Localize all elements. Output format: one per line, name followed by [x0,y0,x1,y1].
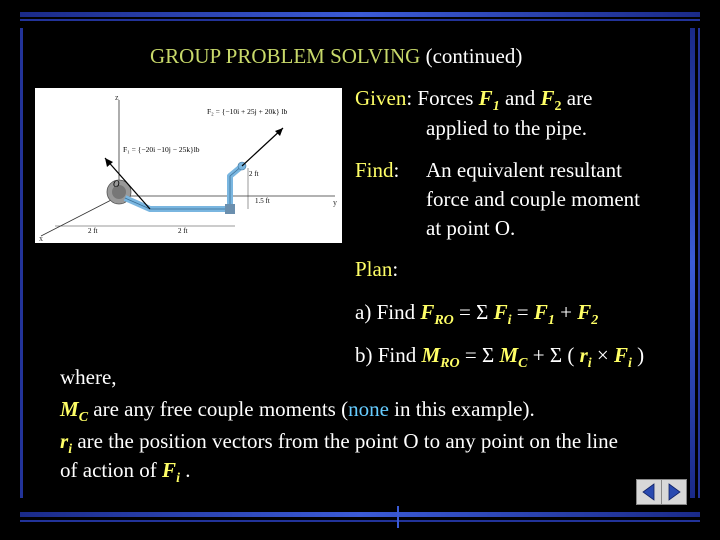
pipe-figure [35,88,342,243]
top-decor-bar [20,12,700,17]
mc-line: $M_C$ are any free couple moments (none in this example). [60,397,535,426]
axis-y-label: y [333,198,337,207]
dim-2ft-a: 2 ft [88,227,98,235]
axis-x-label: x [39,234,43,243]
pipe-body [125,166,242,209]
title-bold: GROUP PROBLEM SOLVING [150,44,421,68]
given-line1: Given: Forces $F_1$ and $F_2$ are [355,86,593,115]
x-axis-line [41,196,119,236]
plan-line: Plan: [355,257,399,281]
bottom-decor-bar-thin [20,520,700,522]
point-o-label: O [113,179,120,189]
force-f2-label: F₂ = {−10i + 25j + 20k} lb [207,107,288,116]
dim-2ft-vertical: 2 ft [249,170,259,178]
find-text-line3: at point O. [426,216,516,240]
forward-button[interactable] [661,479,687,505]
title-rest: (continued) [420,44,523,68]
back-arrow-icon [637,480,661,504]
pipe-diagram [35,88,342,243]
ri-line: $r_i$ are the position vectors from the point O to any point on the line [60,429,618,458]
find-text-line2: force and couple moment [426,187,640,211]
axis-z-label: z [115,93,119,102]
find-text-line1: An equivalent resultant [426,158,622,182]
back-button[interactable] [636,479,662,505]
right-decor-bar-thin [698,28,700,498]
ri-line2: of action of $F_i$ . [60,458,191,487]
bottom-decor-bar [20,512,700,517]
find-line1: Find: [355,158,400,182]
forward-arrow-icon [662,480,686,504]
plan-label: Plan [355,257,393,281]
pipe-elbow [225,204,235,214]
dim-2ft-b: 2 ft [178,227,188,235]
given-label: Given [355,86,407,110]
right-decor-bar [690,28,695,498]
given-line2: applied to the pipe. [426,116,587,140]
dim-15ft: 1.5 ft [255,197,270,205]
where-text: where, [60,365,117,389]
step-a: a) Find $F_{RO} = \Sigma$ $F_i = F_1 + F_2$ [355,300,599,329]
bottom-divider-tick [397,506,399,528]
none-text: none [348,397,389,421]
page-title [150,44,522,69]
step-b: b) Find $M_{RO} = \Sigma$ $M_C + \Sigma$ ( $r_i \times F_i$ ) [355,343,645,372]
left-decor-bar [20,28,23,498]
top-decor-bar-thin [20,19,700,21]
find-label: Find [355,158,394,182]
force-f2-line [242,128,283,166]
force-f1-label: F₁ = {−20i −10j − 25k}lb [123,145,200,154]
